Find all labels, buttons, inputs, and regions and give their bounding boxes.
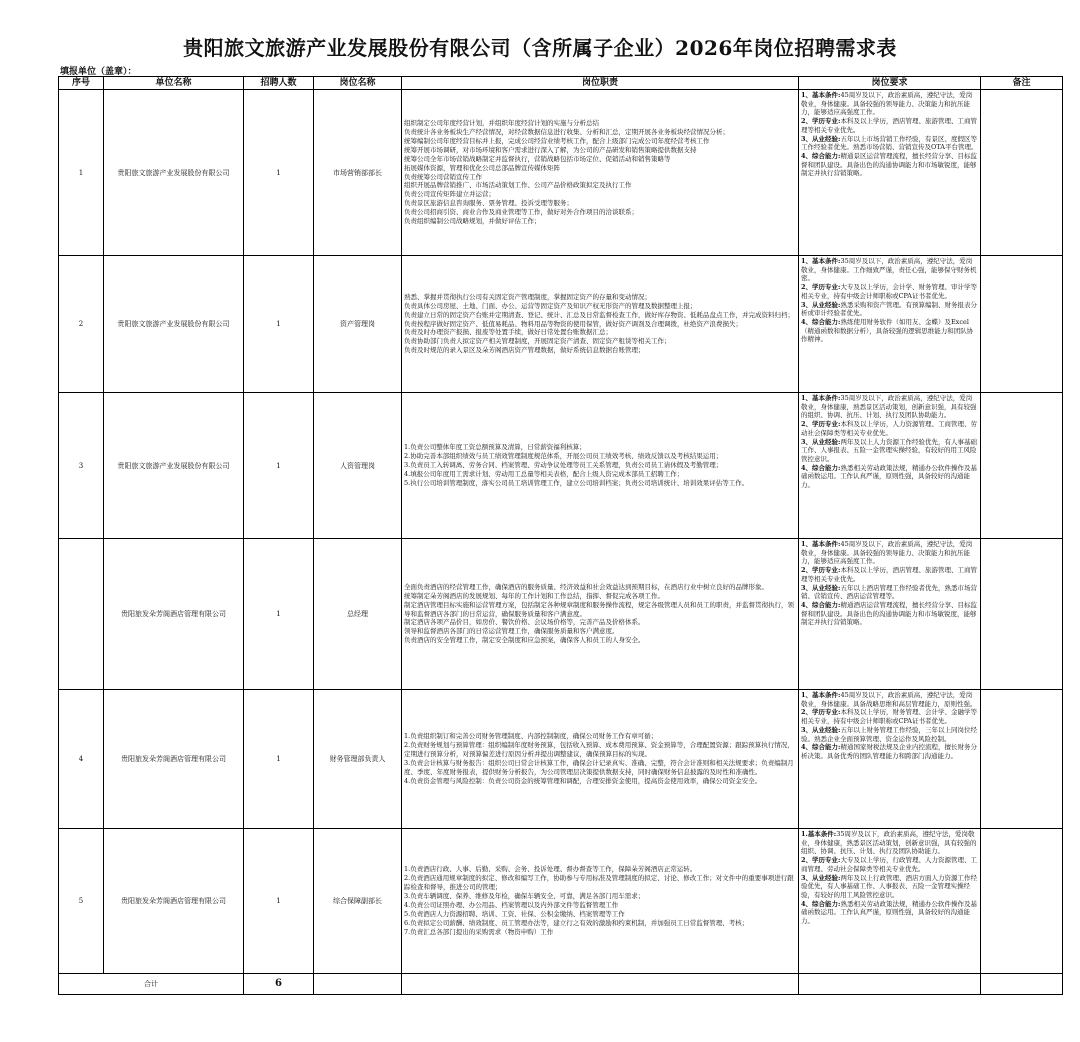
duty-line: 负责及时规范的录入景区及朵芳阁酒店资产管理数据，做好系统信息数据台账管理； (404, 346, 645, 355)
duty-line: 4.负责资金管理与风险控制：负责公司资金的统筹管理和调配，合理安排资金使用，提高资金使用效率，确保公司资金安全。 (404, 776, 762, 785)
duties-list (404, 583, 796, 645)
requirement-text: 精通景区运营管理流程，擅长经营分享、目标监督和团队建设。具备出色的沟通协调能力和市场敏锐度，能够制定并执行营销策略。 (801, 151, 977, 178)
unit-label: 填报单位（盖章）： (60, 67, 137, 77)
requirement-label: 2、学历专业: (801, 708, 841, 717)
header-unit: 单位名称 (104, 77, 244, 90)
note-cell (981, 393, 1063, 539)
duties-cell (402, 90, 799, 256)
requirement-text: 熟悉相关劳动政策法规，精通办公软件操作及基础函数运用。工作认真严谨，原则性强，具备较好的沟通能力。 (801, 463, 977, 490)
total-label: 合计 (59, 974, 244, 995)
duty-line: 2.负责酒店通用规章制度的拟定、修改和编写工作，协助参与专用标准及管理制度的拟定、讨论、修改工作；对文件中的重要事项进行跟踪检查和督导，推进公司的管理； (404, 874, 794, 892)
recruitment-table (58, 76, 1063, 995)
requirement-label: 4、综合能力: (801, 600, 841, 609)
total-empty-note (981, 974, 1063, 995)
requirements-cell (799, 690, 981, 829)
requirements-cell (799, 539, 981, 690)
row-number: 5 (59, 829, 104, 974)
requirement-text: 45周岁及以下，政治素质高，遵纪守法，爱岗敬业，身体健康。具备战略思维和高层管理能力，原则性强。 (801, 691, 977, 708)
header-position: 岗位名称 (314, 77, 402, 90)
position-name: 市场营销部部长 (314, 90, 402, 256)
duty-line: 负责公司招商引资、商业合作及商业管理等工作，做好对外合作项目的洽谈联系； (404, 208, 638, 217)
duty-line: 制定酒店各项产品价目，如房价、餐饮价格、会议场价格等，完善产品及价格体系。 (404, 618, 645, 627)
recruit-count: 1 (244, 829, 314, 974)
requirement-text: 熟悉相关劳动政策法规，精通办公软件操作及基础函数运用。工作认真严谨，原则性强，具备较好的沟通能力。 (801, 899, 977, 926)
duty-line: 负责具体公司房屋、土地、门面、办公、运营等固定资产及知识产权无形资产的管理及数据整理上报； (404, 301, 697, 310)
requirement-item (801, 856, 978, 873)
duty-line: 统筹编制公司年度经营目标并上报，完成公司经营业绩考核工作，配合上级部门完成公司年度经营考核工作 (404, 136, 710, 145)
position-name: 综合保障副部长 (314, 829, 402, 974)
requirement-item (801, 601, 978, 627)
header-duties: 岗位职责 (402, 77, 799, 90)
requirement-text: 大专及以上学历，会计学、财务管理、审计学等相关专业，持有中级会计师职称或CPA证书者优先。 (801, 283, 977, 300)
duties-cell (402, 690, 799, 829)
duties-list (404, 293, 796, 355)
duties-cell (402, 829, 799, 974)
requirement-label: 3、从业经验: (801, 873, 841, 882)
position-name: 人资管理岗 (314, 393, 402, 539)
requirement-text: 两年及以上人力资源工作经验优先，有人事基础工作、人事报表、五险一金管理实操经验，有较好的用工风险管控意识。 (801, 437, 977, 463)
duty-line: 4.负责公司证照办理、办公用品、档案管理以及内外部文件等监督管理工作 (404, 901, 619, 909)
requirement-label: 3、从业经验: (801, 725, 841, 734)
duty-line: 1.负责酒店行政、人事、后勤、采购、会务、投诉处理、督办督查等工作，保障朵芳阁酒店正常运转。 (404, 865, 697, 874)
duty-line: 组织制定公司年度经营计划，并组织年度经营计划的实施与分析总结 (404, 119, 599, 128)
requirement-text: 45周岁及以下，政治素质高，遵纪守法，爱岗敬业，身体健康。具备较强的领导能力、决策能力和抗压能力，能够适应高强度工作。 (801, 540, 973, 566)
note-cell (981, 539, 1063, 690)
duty-line: 统筹制定朵芳阁酒店的发展规划、每年的工作计划和工作总结，指挥、督促完成各项工作。 (404, 591, 664, 600)
duties-list (404, 865, 796, 936)
requirement-label: 3、从业经验: (801, 583, 841, 592)
requirement-text: 熟悉采购和资产管理。有预算编制、财务报表分析或审计经验者优先。 (801, 300, 977, 318)
header-count: 招聘人数 (244, 77, 314, 90)
row-number: 2 (59, 256, 104, 393)
duty-line: 负责建立日常的固定资产台账并定期清查、登记、统计、汇总及日常监督检查工作，做好库存物资、低耗品盘点工作，并完成资料归档； (404, 310, 794, 319)
requirement-text: 本科及以上学历，财务管理、会计学、金融学等相关专业，持有中级会计师职称或CPA证书者优先。 (801, 708, 977, 726)
requirements-list (801, 394, 978, 490)
table-row (59, 393, 1063, 539)
requirement-label: 2、学历专业: (801, 566, 841, 575)
recruit-count: 1 (244, 256, 314, 393)
recruit-count: 1 (244, 393, 314, 539)
duty-line: 4.填报公司年度用工需求计划、劳动用工总量等相关表格，配合上级人资完成本部员工招聘工作； (404, 469, 684, 478)
requirement-text: 精通国家财税法规及企业内控流程，擅长财务分析决策。具备优秀的团队管理能力和跨部门沟通能力。 (801, 743, 977, 760)
requirements-list (801, 257, 978, 344)
requirements-list (801, 540, 978, 627)
duty-line: 5.负责酒店人力资源招聘、培训、工资、社保、公积金缴纳、档案管理等工作 (404, 909, 625, 918)
requirement-label: 1、基本条件: (801, 257, 841, 265)
requirements-cell (799, 256, 981, 393)
duty-line: 3.负责员工入转调离、劳务合同、档案管理、劳动争议处理等员工关系管理，负责公司员工请休假及考勤管理； (404, 461, 723, 470)
duty-line: 负责景区旅游信息咨询服务、票务管理、投诉受理等服务； (404, 199, 573, 208)
recruit-count: 1 (244, 90, 314, 256)
duty-line: 负责酒店的安全管理工作，制定安全制度和应急预案，确保客人和员工的人身安全。 (404, 636, 645, 645)
unit-name: 贵阳旅文旅游产业发展股份有限公司 (104, 90, 244, 256)
position-name: 总经理 (314, 539, 402, 690)
requirement-item (801, 301, 978, 318)
requirement-text: 35周岁及以下，政治素质高，遵纪守法，爱岗敬业，身体健康，熟悉景区活动策划，创新意识强，具有较强的组织、协调、抗压、计划、执行及团队协助能力。 (801, 394, 977, 420)
requirement-item (801, 135, 978, 152)
table-row (59, 829, 1063, 974)
requirement-item (801, 91, 978, 117)
requirement-item (801, 708, 978, 725)
row-number: 4 (59, 690, 104, 829)
duty-line: 熟悉、掌握并贯彻执行公司有关固定资产管理制度，掌握固定资产的存量和变动情况； (404, 292, 651, 301)
total-empty-duties (402, 974, 799, 995)
duty-line: 统筹公司全年市场营销战略制定并监督执行，营销战略包括市场定位、促销活动和销售策略等 (404, 154, 671, 163)
duty-line: 负责及时办理资产报损、报废等处置手续，做好日常处置台账数据汇总； (404, 328, 612, 337)
requirement-text: 五年以上财务管理工作经验，三年以上同岗位经验。熟悉企业全面预算管理、资金运作及风险控制。 (801, 725, 977, 743)
note-cell (981, 90, 1063, 256)
requirement-label: 4、综合能力: (801, 151, 841, 160)
requirements-list (801, 691, 978, 761)
requirement-item (801, 584, 978, 601)
requirement-text: 熟练使用财务软件（如用友、金蝶）及Excel（精通函数和数据分析），具备较强的逻辑思维能力和团队协作精神。 (801, 317, 974, 344)
requirement-label: 2、学历专业: (801, 856, 841, 865)
duty-line: 6.负责拟定公司薪酬、绩效制度、员工管理办法等，建立行之有效的激励和约束机制，并加强员工日常监督管理、考核； (404, 918, 749, 927)
unit-name: 贵阳旅发朵芳阁酒店管理有限公司 (104, 539, 244, 690)
requirement-item (801, 743, 978, 760)
requirement-text: 45周岁及以下，政治素质高，遵纪守法，爱岗敬业，身体健康。具备较强的领导能力、决策能力和抗压能力，能够适应高强度工作。 (801, 91, 973, 117)
requirement-text: 本科及以上学历，人力资源管理、工商管理、劳动社会保障类等相关专业优先。 (801, 420, 977, 437)
duty-line: 全面负责酒店的经营管理工作，确保酒店的服务质量、经济效益和社会效益达到预期目标，在酒店行业中树立良好的品牌形象。 (404, 582, 768, 591)
requirement-text: 大专及以上学历，行政管理、人力资源管理、工商管理、劳动社会保障类等相关专业优先。 (801, 856, 977, 873)
requirement-text: 35周岁及以下，政治素质高，遵纪守法，爱岗敬业，身体健康，熟悉景区活动策划，创新意识强，具有较强的组织、协调、抗压、计划、执行及团队协助能力。 (801, 830, 977, 856)
requirement-label: 2、学历专业: (801, 283, 841, 292)
table-row (59, 539, 1063, 690)
row-number: 3 (59, 393, 104, 539)
duty-line: 负责公司宣传矩阵建立并运营； (404, 190, 495, 199)
duties-cell (402, 539, 799, 690)
duty-line: 7.负责汇总各部门提出的采购需求（物资申购）工作 (404, 927, 554, 936)
requirement-label: 3、从业经验: (801, 437, 841, 446)
duty-line: 领导和监督酒店各部门的日常运营管理工作，确保服务质量和客户满意度。 (404, 627, 619, 636)
requirement-item (801, 152, 978, 178)
duty-line: 负责协助部门负责人拟定资产相关管理制度，开展固定资产清查、固定资产租赁等相关工作； (404, 337, 671, 346)
duty-line: 负责统筹公司营销宣传工作 (404, 172, 482, 181)
requirements-cell (799, 829, 981, 974)
requirement-text: 五年以上酒店管理工作经验者优先，熟悉市场营销、营销宣传、酒店运营管理等。 (801, 583, 977, 601)
duties-list (404, 119, 796, 226)
requirement-item (801, 283, 978, 300)
duty-line: 3.负责车辆调度、保养、维修及年检，确保车辆安全、可靠，满足各部门用车需求； (404, 892, 645, 901)
duty-line: 统筹开展市场调研，对市场环境和客户需求进行深入了解，为公司的产品研发和销售策略提供数据支持 (404, 145, 697, 154)
duty-line: 负责统计各业务板块生产经营情况，对经营数据信息进行收集、分析和汇总，定期开展各业务板块经营情况分析； (404, 127, 729, 136)
requirement-label: 4、综合能力: (801, 899, 841, 908)
duty-line: 2.负责财务规划与预算管理：组织编制年度财务预算，包括收入预算、成本费用预算、资金预算等，合理配置资源；跟踪预算执行情况，定期进行预算分析，对预算偏差进行原因分析并提出调整建议，确保预算目标的实现。 (404, 741, 794, 759)
total-row (59, 974, 1063, 995)
requirement-label: 2、学历专业: (801, 420, 841, 429)
requirement-label: 1、基本条件: (801, 91, 841, 99)
duty-line: 负责组织编制公司战略规划，并做好评估工作； (404, 217, 541, 226)
unit-name: 贵阳旅文旅游产业发展股份有限公司 (104, 256, 244, 393)
requirement-text: 35周岁及以下，政治素质高，遵纪守法，爱岗敬业，身体健康。工作细致严谨，责任心强，能够保守财务机密。 (801, 257, 977, 283)
duties-cell (402, 256, 799, 393)
requirement-label: 1.基本条件: (801, 830, 837, 838)
requirement-label: 1、基本条件: (801, 540, 841, 548)
duty-line: 制定酒店管理目标实施和运营管理方案，包括制定各种规章制度和服务操作流程，规定各级管理人员和员工的职责，并监督贯彻执行，领导和监督酒店各部门的日常运营，确保服务质量和客户满意度。 (404, 600, 794, 618)
requirements-cell (799, 393, 981, 539)
requirement-item (801, 257, 978, 283)
unit-name: 贵阳旅发朵芳阁酒店管理有限公司 (104, 690, 244, 829)
duty-line: 负责按程序做好固定资产、低值易耗品、物料用品等物资的使用保管，做好资产调剂及合理调拨，杜绝资产浪费损失； (404, 319, 742, 328)
header-note: 备注 (981, 77, 1063, 90)
requirement-item (801, 566, 978, 583)
total-empty-position (314, 974, 402, 995)
total-empty-requirements (799, 974, 981, 995)
unit-name: 贵阳旅文旅游产业发展股份有限公司 (104, 393, 244, 539)
recruit-count: 1 (244, 539, 314, 690)
requirement-label: 3、从业经验: (801, 300, 841, 309)
requirement-item (801, 874, 978, 900)
table-row (59, 90, 1063, 256)
requirement-item (801, 540, 978, 566)
requirement-item (801, 420, 978, 437)
duties-cell (402, 393, 799, 539)
requirement-label: 4、综合能力: (801, 463, 841, 472)
table-row (59, 690, 1063, 829)
requirement-item (801, 726, 978, 743)
position-name: 财务管理部负责人 (314, 690, 402, 829)
requirement-item (801, 394, 978, 420)
requirement-text: 精通酒店运营管理流程，擅长经营分享、目标监督和团队建设。具备出色的沟通协调能力和市场敏锐度，能够制定并执行营销策略。 (801, 600, 977, 627)
duties-list (404, 732, 796, 785)
note-cell (981, 829, 1063, 974)
requirement-label: 3、从业经验: (801, 134, 841, 143)
requirement-text: 本科及以上学历，酒店管理、旅游管理、工商管理等相关专业优先。 (801, 117, 977, 134)
table-row (59, 256, 1063, 393)
duty-line: 1.负责组织制订和完善公司财务管理制度、内部控制制度，确保公司财务工作有章可循； (404, 732, 658, 741)
row-number: 1 (59, 90, 104, 256)
requirement-text: 两年及以上行政管理、酒店方面人力资源工作经验优先，有人事基础工作、人事报表、五险一金管理实操经验，有较好的用工风险管控意识。 (801, 873, 977, 899)
requirement-label: 4、综合能力: (801, 317, 841, 326)
requirement-item (801, 117, 978, 134)
page-title: 贵阳旅文旅游产业发展股份有限公司（含所属子企业）2026年岗位招聘需求表 (183, 36, 897, 60)
requirements-list (801, 91, 978, 178)
header-requirements: 岗位要求 (799, 77, 981, 90)
requirement-label: 1、基本条件: (801, 691, 841, 699)
requirement-item (801, 691, 978, 708)
duty-line: 1.负责公司整体年度工资总额预算及清算，日常薪资福利核算； (404, 443, 586, 452)
duty-line: 2.协助完善本部组织绩效与员工绩效管理制度规范体系，开展公司员工绩效考核、绩效反馈以及考核结果运用； (404, 452, 723, 461)
total-count: 6 (244, 974, 314, 995)
requirement-item (801, 830, 978, 856)
requirement-label: 1、基本条件: (801, 394, 841, 402)
duty-line: 5.执行公司培训管理制度，落实公司员工培训管理工作，建立公司培训档案；负责公司培训统计、培训效果评估等工作。 (404, 478, 749, 487)
requirement-item (801, 464, 978, 490)
requirement-item (801, 900, 978, 926)
requirements-list (801, 830, 978, 926)
duty-line: 组织开展品牌营销推广、市场活动策划工作、公司产品价格政策拟定及执行工作 (404, 181, 632, 190)
requirement-label: 4、综合能力: (801, 743, 841, 752)
requirement-item (801, 438, 978, 464)
recruit-count: 1 (244, 690, 314, 829)
unit-name: 贵阳旅发朵芳阁酒店管理有限公司 (104, 829, 244, 974)
requirement-text: 本科及以上学历，酒店管理、旅游管理、工商管理等相关专业优先。 (801, 566, 977, 583)
requirements-cell (799, 90, 981, 256)
note-cell (981, 256, 1063, 393)
requirement-label: 2、学历专业: (801, 117, 841, 126)
duty-line: 3.负责会计核算与财务报告：组织公司日常会计核算工作，确保会计记录真实、准确、完整，符合会计准则和相关法规要求；负责编制月度、季度、年度财务报表，提供财务分析报告，为公司管理层决策提供数据支持，同时确保财务信息披露的及时性和准确性。 (404, 759, 794, 776)
note-cell (981, 690, 1063, 829)
table-header-row (59, 77, 1063, 90)
row-number (59, 539, 104, 690)
duties-list (404, 443, 796, 488)
requirement-text: 五年以上市场营销工作经验，有景区、度假区等工作经验者优先。熟悉市场营销、营销宣传及OTA平台管理。 (801, 134, 978, 152)
header-no: 序号 (59, 77, 104, 90)
position-name: 资产管理岗 (314, 256, 402, 393)
requirement-item (801, 318, 978, 344)
duty-line: 拓展媒体资源，管理和优化公司总部品牌宣传媒体矩阵 (404, 163, 560, 172)
